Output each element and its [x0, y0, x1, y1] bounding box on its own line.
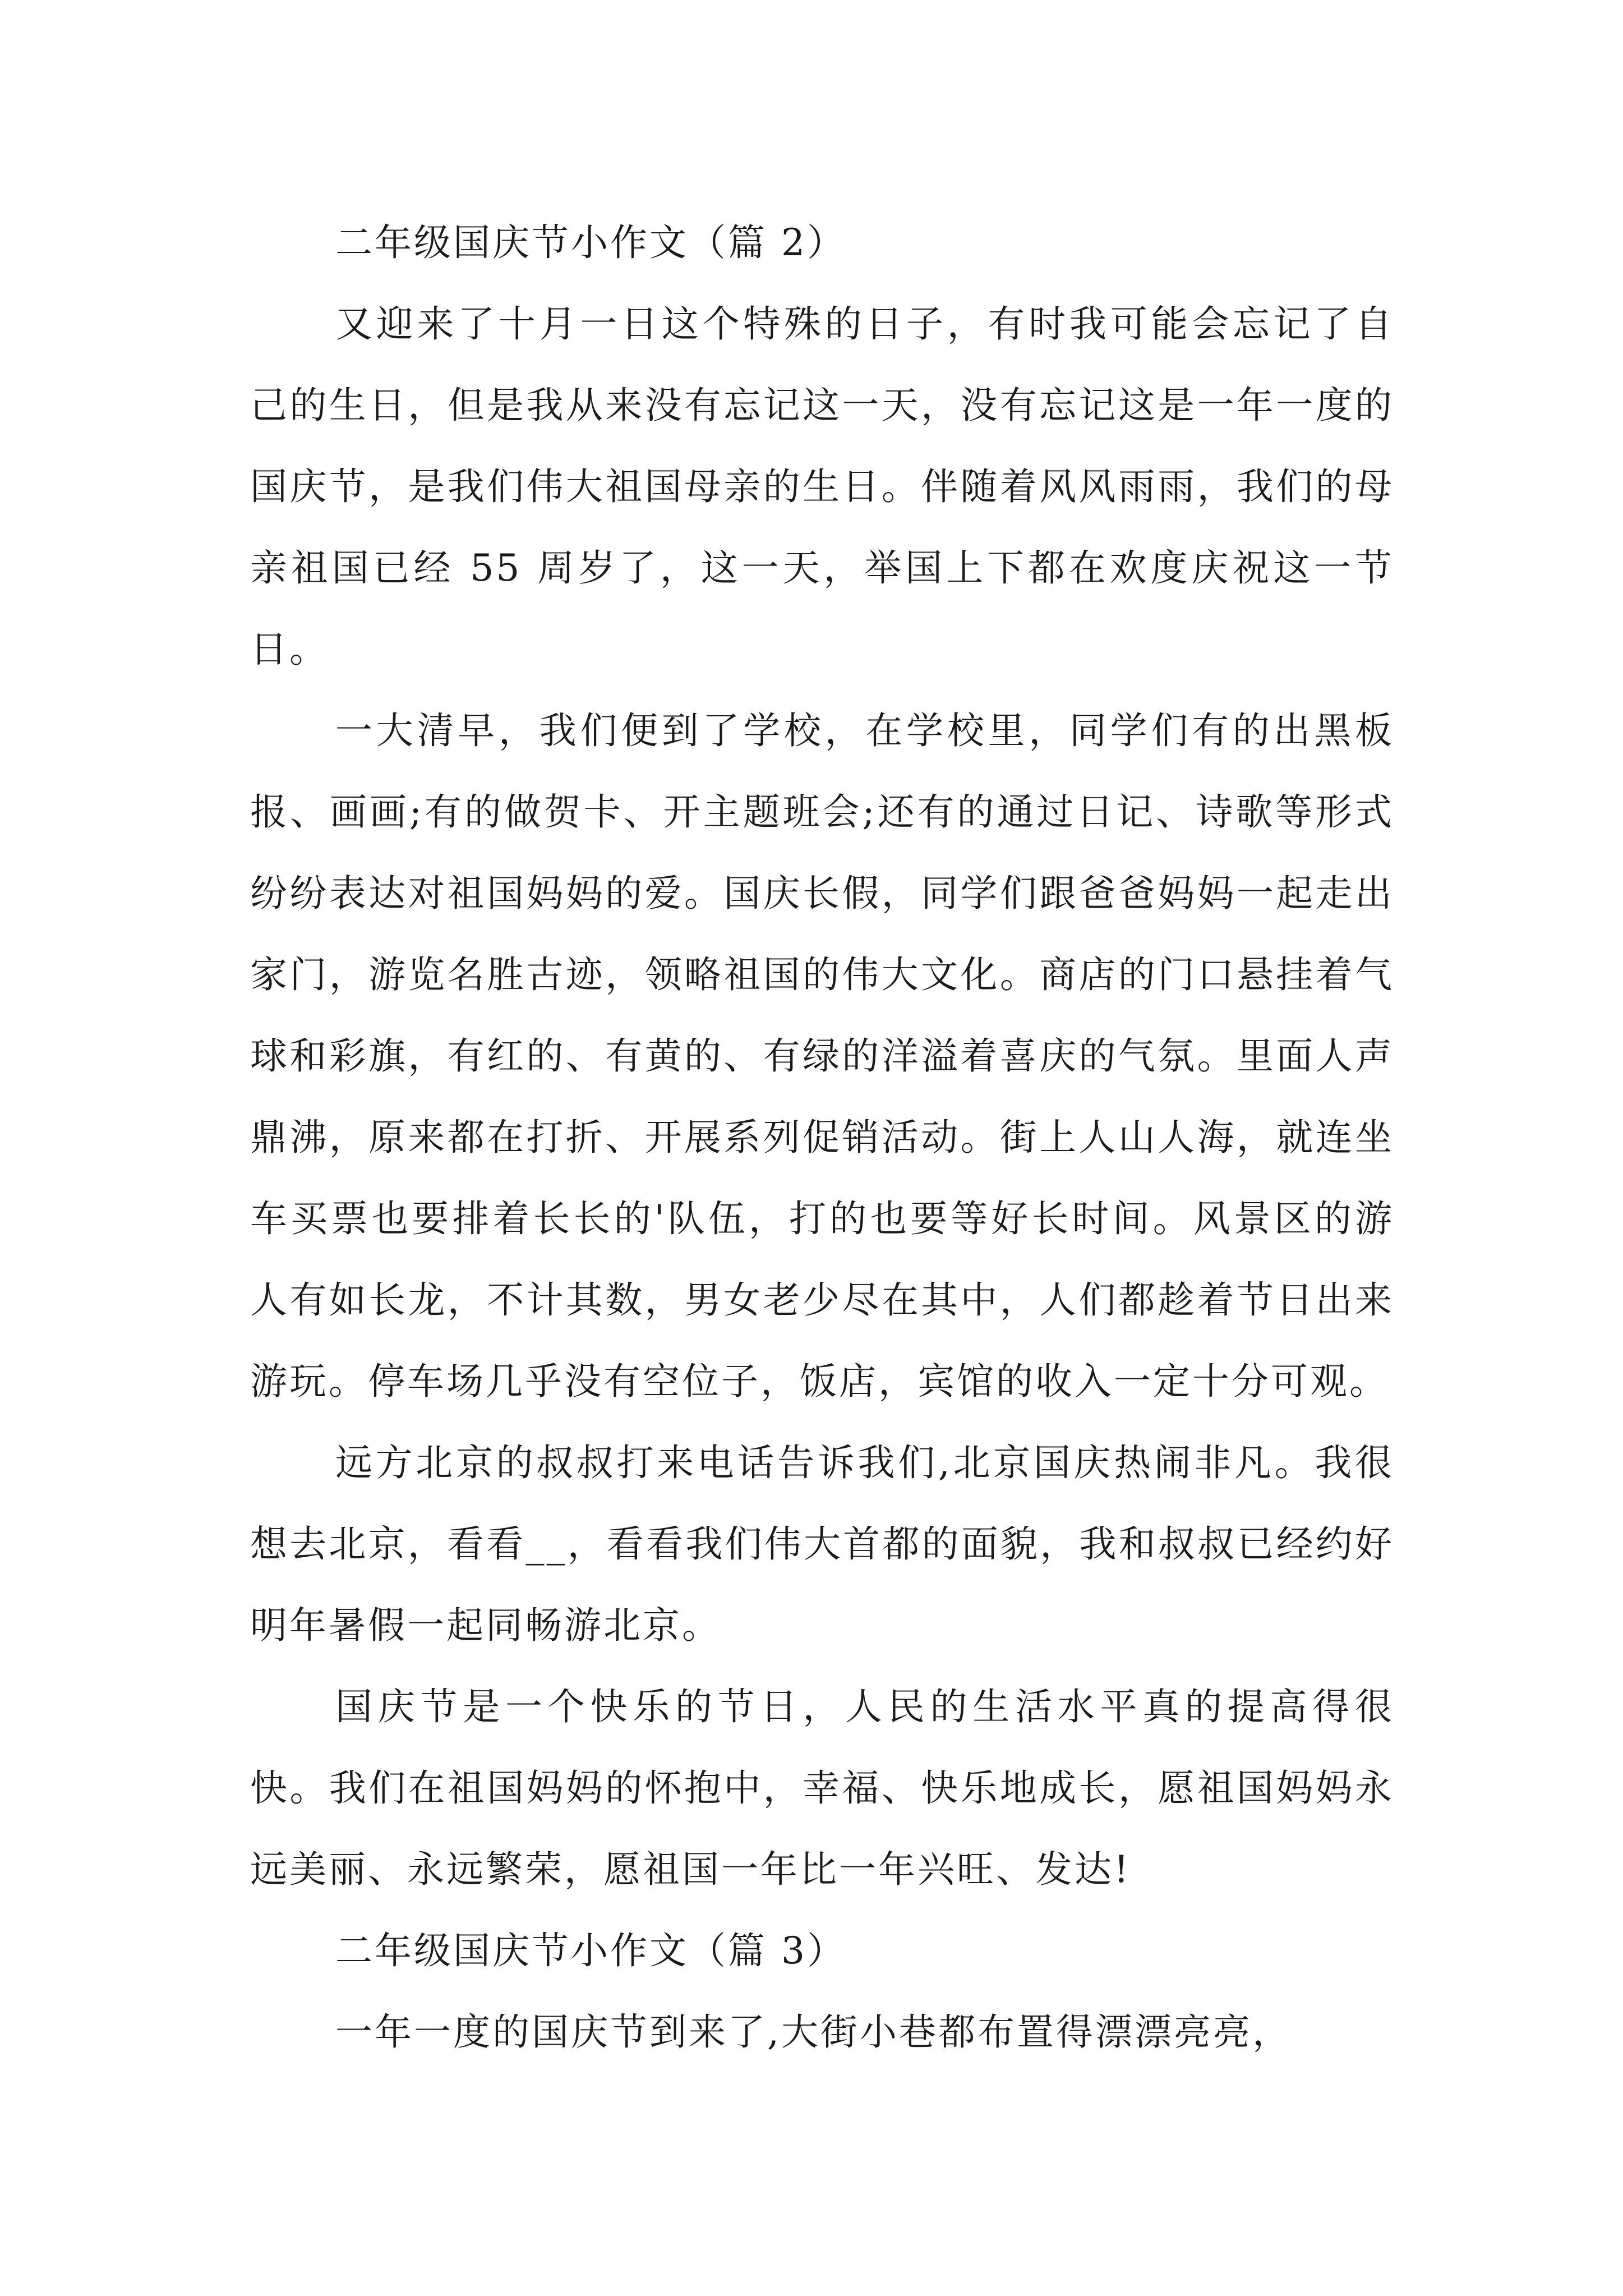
paragraph: 一年一度的国庆节到来了,大街小巷都布置得漂漂亮亮， — [335, 2010, 1292, 2054]
paragraph: 国庆节是一个快乐的节日，人民的生活水平真的提高得很快。我们在祖国妈妈的怀抱中，幸福、快乐地成长，愿祖国妈妈永远美丽、永远繁荣，愿祖国一年比一年兴旺、发达! — [250, 1685, 1394, 1891]
paragraph: 一大清早，我们便到了学校，在学校里，同学们有的出黑板报、画画;有的做贺卡、开主题班会;还有的通过日记、诗歌等形式纷纷表达对祖国妈妈的爱。国庆长假，同学们跟爸爸妈妈一起走出家门，游览名胜古迹，领略祖国的伟大文化。商店的门口悬挂着气球和彩旗，有红的、有黄的、有绿的洋溢着喜庆的气氛。里面人声鼎沸，原来都在打折、开展系列促销活动。街上人山人海，就连坐车买票也要排着长长的'队伍，打的也要等好长时间。风景区的游人有如长龙，不计其数，男女老少尽在其中，人们都趁着节日出来游玩。停车场几乎没有空位子，饭店，宾馆的收入一定十分可观。 — [250, 709, 1394, 1403]
document-body — [250, 202, 1394, 2073]
essay-heading: 二年级国庆节小作文（篇 3） — [335, 1929, 846, 1972]
paragraph: 远方北京的叔叔打来电话告诉我们,北京国庆热闹非凡。我很想去北京，看看__，看看我们伟大首都的面貌，我和叔叔已经约好明年暑假一起同畅游北京。 — [250, 1441, 1394, 1647]
essay-heading: 二年级国庆节小作文（篇 2） — [335, 221, 846, 264]
paragraph: 又迎来了十月一日这个特殊的日子，有时我可能会忘记了自己的生日，但是我从来没有忘记这一天，没有忘记这是一年一度的国庆节，是我们伟大祖国母亲的生日。伴随着风风雨雨，我们的母亲祖国已经 55 周岁了，这一天，举国上下都在欢度庆祝这一节日。 — [250, 302, 1394, 671]
